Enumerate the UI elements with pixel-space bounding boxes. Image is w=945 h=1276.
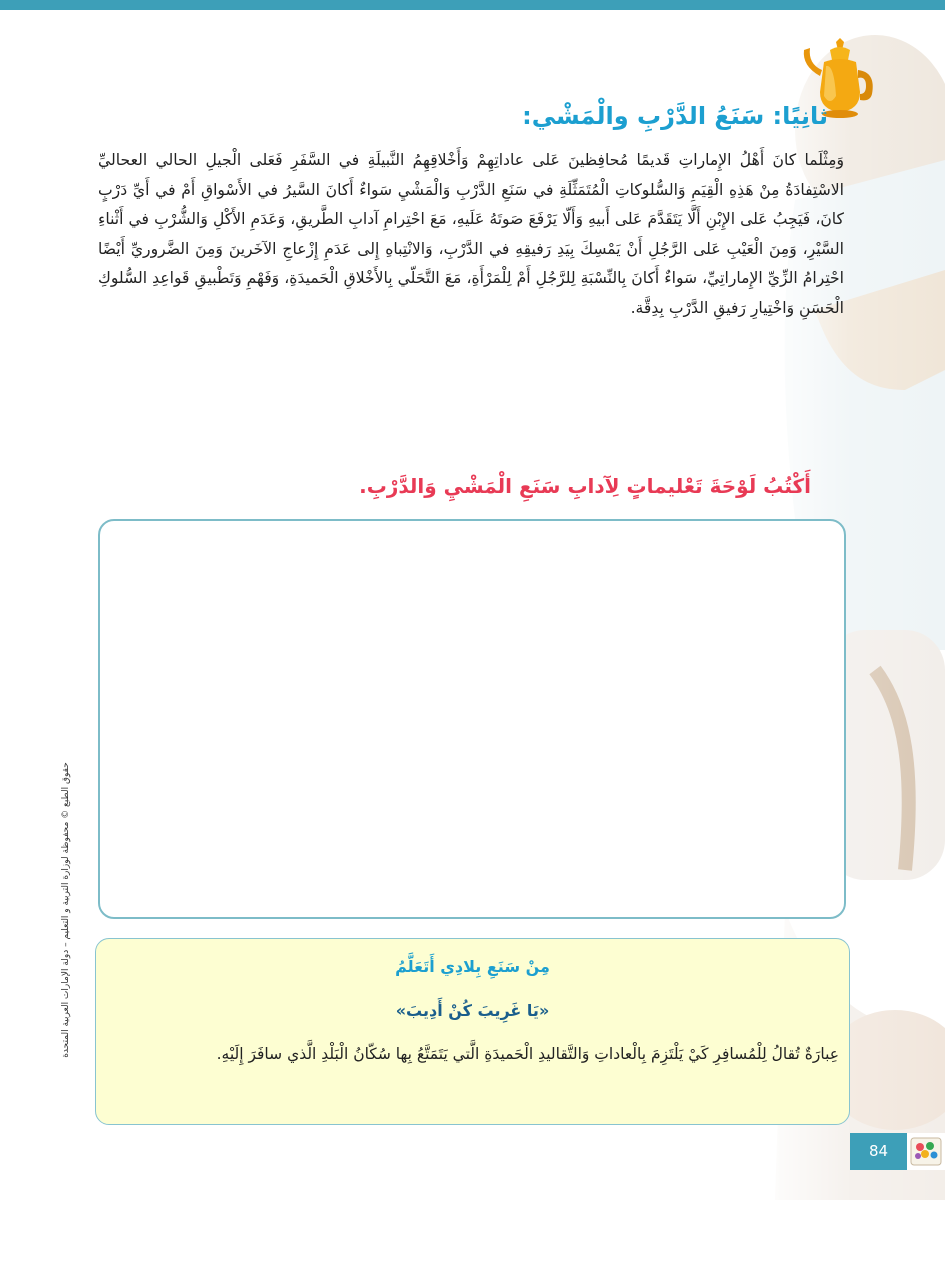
page-number: 84 <box>868 1142 889 1160</box>
info-note-title: مِنْ سَنَعِ بِلادِي أَتَعَلَّمُ <box>395 957 550 976</box>
body-paragraph: وَمِثْلَما كانَ أَهْلُ الإِماراتِ قَديمًا مُحافِظينَ عَلى عاداتِهِمْ وَأَخْلاقِهِمُ النَّبيلَةِ في السَّفَرِ فَعَلى الْجيلِ الحالي العحاليِّ الاسْتِفادَةُ مِنْ هَذِهِ الْقِيَمِ وَالسُّلوكاتِ الْمُتَمَثِّلَةِ في سَنَعِ الدَّرْبِ وَالْمَشْيِ سَواءٌ أَكانَ السَّيرُ في الأَسْواقِ أَمْ في أَيِّ دَرْبٍ كانَ، فَيَجِبُ عَلى الإِبْنِ أَلَّا يَتَقَدَّمَ عَلى أَبيهِ وَأَلّا يَرْفَعَ صَوتَهُ عَلَيهِ، مَعَ احْتِرامِ آدابِ الطَّريقِ، وَعَدَمِ الأَكْلِ وَالشُّرْبِ في أَثْناءِ السَّيْرِ، وَمِنَ الْعَيْبِ عَلى الرَّجُلِ أَنْ يَمْسِكَ بِيَدِ رَفيقِهِ في الدَّرْبِ، وَالانْتِباهِ إِلى عَدَمِ إِزْعاجِ الآخَرينَ وَمِنَ الضَّروريِّ أَيْضًا احْتِرامُ الزِّيِّ الإِماراتِيِّ، سَواءٌ أَكانَ بِالنِّسْبَةِ لِلرَّجُلِ أَمْ لِلْمَرْأَةِ، مَعَ التَّحَلّي بِالأَخْلاقِ الْحَميدَةِ، وَفَهْمِ وَتَطْبيقِ قَواعِدِ السُّلوكِ الْحَسَنِ وَاخْتِيارِ رَفيقِ الدَّرْبِ بِدِقَّة. <box>98 151 844 317</box>
task-instruction: أَكْتُبُ لَوْحَةَ تَعْليماتٍ لِآدابِ سَنَعِ الْمَشْيِ وَالدَّرْبِ. <box>359 474 811 498</box>
page-footer <box>850 1133 945 1170</box>
top-accent-bar <box>0 0 945 10</box>
copyright-note: حقوق الطبع © محفوظة لوزارة التربية و التعليم – دولة الإمارات العربية المتحدة <box>61 762 71 1058</box>
answer-writing-area[interactable] <box>98 519 846 919</box>
book-series-logo-icon <box>907 1133 945 1170</box>
info-note-text: عِبارَةٌ تُقالُ لِلْمُسافِرِ كَيْ يَلْتَزِمَ بِالْعاداتِ وَالتَّقاليدِ الْحَميدَةِ الَّتي يَتَمَتَّعُ بِها سُكّانُ الْبَلْدِ الَّذي سافَرَ إِلَيْهِ. <box>216 1045 839 1063</box>
info-note-box <box>95 938 850 1125</box>
section-title: ثانِيًا: سَنَعُ الدَّرْبِ والْمَشْي: <box>522 102 828 130</box>
info-note-quote: «يَا غَرِيبَ كُنْ أَدِيبَ» <box>395 1001 550 1020</box>
